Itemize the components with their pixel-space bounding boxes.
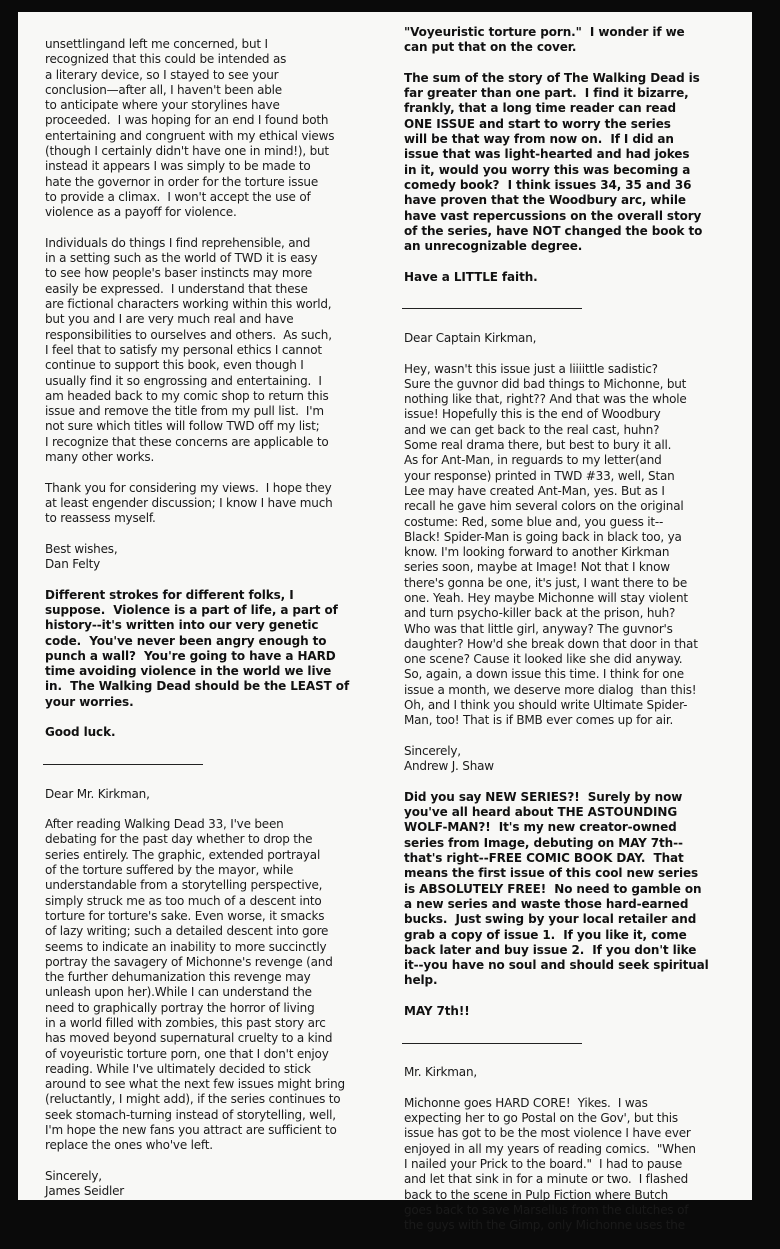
text-line: have vast repercussions on the overall story xyxy=(404,208,702,223)
text-line: back later and buy issue 2. If you don't like xyxy=(404,942,697,957)
text-line: nothing like that, right?? And that was the whole xyxy=(404,392,687,407)
text-line: Dear Captain Kirkman, xyxy=(404,330,537,345)
text-line: of the torture suffered by the mayor, while xyxy=(45,863,294,878)
text-line: responsibilities to ourselves and others. As such, xyxy=(45,327,332,342)
text-line: of the series, have NOT changed the book to xyxy=(404,223,703,238)
text-line: Oh, and I think you should write Ultimate Spider- xyxy=(404,698,688,713)
text-line: the further dehumanization this revenge may xyxy=(45,970,311,985)
text-line: WOLF-MAN?! It's my new creator-owned xyxy=(404,820,677,835)
text-line: costume: Red, some blue and, you guess it-- xyxy=(404,514,664,529)
letter-paragraph xyxy=(404,331,749,346)
text-line: conclusion—after all, I haven't been able xyxy=(45,82,282,97)
editor-reply xyxy=(404,1004,749,1019)
text-line: unsettlingand left me concerned, but I xyxy=(45,37,268,51)
text-line: (though I certainly didn't have one in mind!), but xyxy=(45,144,329,159)
text-line: Who was that little girl, anyway? The guvnor's xyxy=(404,621,673,636)
text-line: Michonne goes HARD CORE! Yikes. I was xyxy=(404,1095,648,1110)
text-line: have proven that the Woodbury arc, while xyxy=(404,193,686,208)
text-line: Dear Mr. Kirkman, xyxy=(45,786,150,801)
text-line: around to see what the next few issues might bring xyxy=(45,1077,345,1092)
text-line: and turn psycho-killer back at the prison, huh? xyxy=(404,606,676,621)
text-line: that's right--FREE COMIC BOOK DAY. That xyxy=(404,851,684,866)
text-line: continue to support this book, even though I xyxy=(45,358,304,373)
text-line: Black! Spider-Man is going back in black too, ya xyxy=(404,529,682,544)
letter-paragraph xyxy=(45,542,375,573)
text-line: punch a wall? You're going to have a HARD xyxy=(45,648,336,663)
text-line: suppose. Violence is a part of life, a part of xyxy=(45,602,338,617)
text-line: daughter? How'd she break down that door in that xyxy=(404,636,698,651)
text-line: history--it's written into our very genetic xyxy=(45,618,319,633)
text-line: of lazy writing; such a detailed descent into gore xyxy=(45,924,329,939)
text-line: in. The Walking Dead should be the LEAST of xyxy=(45,679,350,694)
text-line: to anticipate where your storylines have xyxy=(45,98,280,113)
text-line: torture for torture's sake. Even worse, it smacks xyxy=(45,908,325,923)
text-line: Sincerely, xyxy=(404,743,461,758)
text-line: series soon, maybe at Image! Not that I know xyxy=(404,560,670,575)
letter-paragraph xyxy=(45,37,375,221)
text-line: hate the governor in order for the torture issue xyxy=(45,174,319,189)
text-line: reading. While I've ultimately decided to stick xyxy=(45,1061,311,1076)
letter-paragraph xyxy=(404,744,749,775)
text-line: replace the ones who've left. xyxy=(45,1138,213,1153)
text-line: it--you have no soul and should seek spiritual xyxy=(404,958,709,973)
right-column xyxy=(404,25,749,1249)
text-line: issue has got to be the most violence I have ever xyxy=(404,1126,691,1141)
text-line: series from Image, debuting on MAY 7th-- xyxy=(404,835,683,850)
text-line: recognized that this could be intended as xyxy=(45,52,287,67)
text-line: one. Yeah. Hey maybe Michonne will stay violent xyxy=(404,590,688,605)
text-line: So, again, a down issue this time. I think for one xyxy=(404,667,684,682)
text-line: back to the scene in Pulp Fiction where Butch xyxy=(404,1187,669,1202)
text-line: Lee may have created Ant-Man, yes. But as I xyxy=(404,483,665,498)
section-divider xyxy=(45,756,375,771)
letter-paragraph xyxy=(404,1065,749,1080)
text-line: instead it appears I was simply to be made to xyxy=(45,159,311,174)
text-line: far greater than one part. I find it bizarre, xyxy=(404,86,689,101)
text-line: Some real drama there, but best to bury it all. xyxy=(404,438,672,453)
text-line: to provide a climax. I won't accept the use of xyxy=(45,189,311,204)
letter-paragraph xyxy=(45,787,375,802)
text-line: ONE ISSUE and start to worry the series xyxy=(404,116,671,131)
text-line: series entirely. The graphic, extended portrayal xyxy=(45,847,321,862)
text-line: Andrew J. Shaw xyxy=(404,759,494,774)
text-line: understandable from a storytelling perspective, xyxy=(45,878,323,893)
text-line: seek stomach-turning instead of storytelling, well, xyxy=(45,1107,336,1122)
text-line: unleash upon her).While I can understand the xyxy=(45,985,312,1000)
text-line: (reluctantly, I might add), if the series continues to xyxy=(45,1092,341,1107)
text-line: Dan Felty xyxy=(45,557,100,572)
text-line: can put that on the cover. xyxy=(404,40,577,55)
text-line: of voyeuristic torture porn, one that I don't enjoy xyxy=(45,1046,329,1061)
text-line: the guys with the Gimp, only Michonne uses the xyxy=(404,1218,685,1233)
text-line: in it, would you worry this was becoming a xyxy=(404,162,691,177)
text-line: Have a LITTLE faith. xyxy=(404,269,538,284)
text-line: I nailed your Prick to the board." I had to pause xyxy=(404,1156,683,1171)
text-line: know. I'm looking forward to another Kirkman xyxy=(404,545,670,560)
text-line: issue and remove the title from my pull list. I'm xyxy=(45,404,324,419)
text-line: has moved beyond supernatural cruelty to a kind xyxy=(45,1031,333,1046)
text-line: code. You've never been angry enough to xyxy=(45,633,327,648)
text-line: and we can get back to the real cast, huhn? xyxy=(404,422,660,437)
text-line: "Voyeuristic torture porn." I wonder if we xyxy=(404,25,685,39)
text-line: MAY 7th!! xyxy=(404,1004,470,1018)
section-divider xyxy=(404,1035,749,1050)
section-divider xyxy=(404,300,749,315)
text-line: simply struck me as too much of a descent into xyxy=(45,893,322,908)
text-line: I recognize that these concerns are applicable to xyxy=(45,434,329,449)
text-line: Different strokes for different folks, I xyxy=(45,587,294,602)
text-line: The sum of the story of The Walking Dead is xyxy=(404,70,700,85)
text-line: entertaining and congruent with my ethical views xyxy=(45,128,335,143)
text-line: a literary device, so I stayed to see your xyxy=(45,67,279,82)
text-line: time avoiding violence in the world we live xyxy=(45,664,332,679)
text-line: Sure the guvnor did bad things to Michonne, but xyxy=(404,376,687,391)
text-line: Best wishes, xyxy=(45,541,118,556)
text-line: am headed back to my comic shop to return this xyxy=(45,388,329,403)
text-line: in a setting such as the world of TWD it is easy xyxy=(45,251,318,266)
letter-paragraph xyxy=(404,362,749,729)
text-line: not sure which titles will follow TWD off my list; xyxy=(45,419,320,434)
text-line: comedy book? I think issues 34, 35 and 36 xyxy=(404,177,692,192)
text-line: you've all heard about THE ASTOUNDING xyxy=(404,805,678,820)
text-line: a new series and waste those hard-earned xyxy=(404,896,689,911)
text-line: there's gonna be one, it's just, I want there to be xyxy=(404,575,688,590)
text-line: Hey, wasn't this issue just a liiiittle sadistic? xyxy=(404,361,658,376)
text-line: need to graphically portray the horror of living xyxy=(45,1000,315,1015)
text-line: but you and I are very much real and have xyxy=(45,312,294,327)
text-line: goes back to save Marsellus from the clutches of xyxy=(404,1202,689,1217)
text-line: expecting her to go Postal on the Gov', but this xyxy=(404,1111,678,1126)
text-line: Sincerely, xyxy=(45,1168,102,1183)
text-line: James Seidler xyxy=(45,1184,125,1199)
text-line: I'm hope the new fans you attract are sufficient to xyxy=(45,1123,337,1138)
text-line: Man, too! That is if BMB ever comes up for air. xyxy=(404,713,674,728)
text-line: many other works. xyxy=(45,450,155,465)
text-line: Good luck. xyxy=(45,725,116,740)
text-line: an unrecognizable degree. xyxy=(404,239,583,254)
letter-paragraph xyxy=(45,481,375,527)
text-line: to see how people's baser instincts may more xyxy=(45,266,313,281)
text-line: debating for the past day whether to drop the xyxy=(45,832,313,847)
text-line: seems to indicate an inability to more succinctly xyxy=(45,939,327,954)
text-line: After reading Walking Dead 33, I've been xyxy=(45,817,284,832)
text-line: your worries. xyxy=(45,694,134,709)
text-line: bucks. Just swing by your local retailer and xyxy=(404,912,697,927)
editor-reply xyxy=(404,71,749,255)
text-line: frankly, that a long time reader can read xyxy=(404,101,676,116)
text-line: Individuals do things I find reprehensible, and xyxy=(45,235,311,250)
text-line: issue! Hopefully this is the end of Woodbury xyxy=(404,407,661,422)
text-line: help. xyxy=(404,973,438,988)
text-line: and let that sink in for a minute or two. I flashed xyxy=(404,1172,689,1187)
text-line: are fictional characters working within this world, xyxy=(45,297,332,312)
text-line: issue that was light-hearted and had jokes xyxy=(404,147,690,162)
text-line: will be that way from now on. If I did an xyxy=(404,132,674,147)
text-line: to reassess myself. xyxy=(45,511,156,526)
text-line: your response) printed in TWD #33, well, Stan xyxy=(404,468,675,483)
text-line: in a world filled with zombies, this past story arc xyxy=(45,1016,326,1030)
editor-reply xyxy=(404,25,749,56)
text-line: As for Ant-Man, in reguards to my letter(and xyxy=(404,453,662,468)
text-line: proceeded. I was hoping for an end I found both xyxy=(45,113,329,128)
text-line: usually find it so engrossing and entertaining. I xyxy=(45,373,322,388)
left-column xyxy=(45,37,375,1215)
text-line: at least engender discussion; I know I have much xyxy=(45,495,333,510)
editor-reply xyxy=(45,588,375,710)
letter-paragraph xyxy=(45,1169,375,1200)
text-line: portray the savagery of Michonne's revenge (and xyxy=(45,954,333,969)
text-line: one scene? Cause it looked like she did anyway. xyxy=(404,652,683,667)
text-line: Mr. Kirkman, xyxy=(404,1065,477,1080)
text-line: grab a copy of issue 1. If you like it, come xyxy=(404,927,687,942)
editor-reply xyxy=(404,270,749,285)
text-line: issue a month, we deserve more dialog than this! xyxy=(404,682,697,697)
text-line: recall he gave him several colors on the original xyxy=(404,499,684,514)
editor-reply xyxy=(404,790,749,989)
text-line: Did you say NEW SERIES?! Surely by now xyxy=(404,789,683,804)
text-line: is ABSOLUTELY FREE! No need to gamble on xyxy=(404,881,702,896)
text-line: means the first issue of this cool new series xyxy=(404,866,699,881)
letter-paragraph xyxy=(45,236,375,465)
text-line: Thank you for considering my views. I hope they xyxy=(45,480,332,495)
text-line: violence as a payoff for violence. xyxy=(45,205,237,220)
text-line: enjoyed in all my years of reading comics. "When xyxy=(404,1141,696,1156)
letter-paragraph xyxy=(45,817,375,1154)
text-line: easily be expressed. I understand that these xyxy=(45,281,308,296)
editor-reply xyxy=(45,725,375,740)
text-line: I feel that to satisfy my personal ethics I cannot xyxy=(45,342,322,357)
